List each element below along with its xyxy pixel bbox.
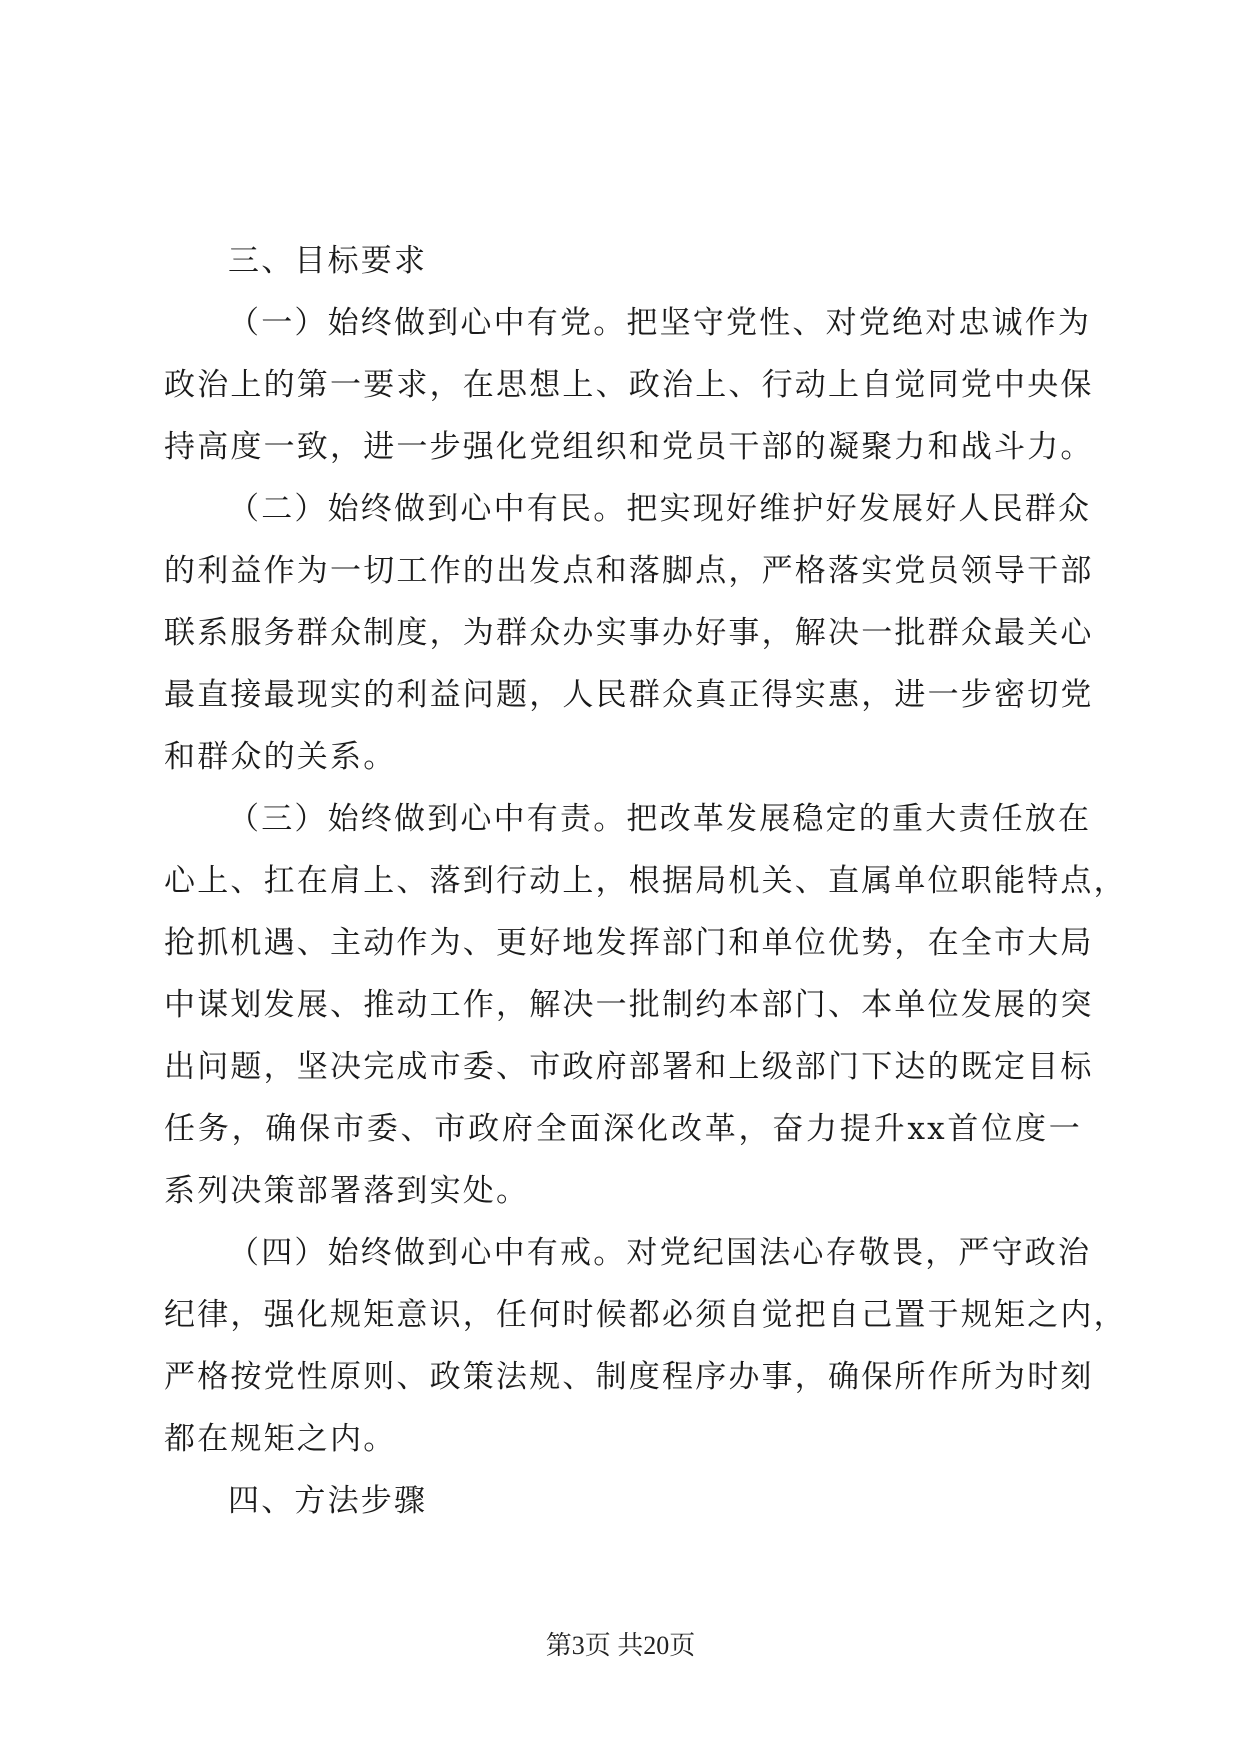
paragraph-line: 持高度一致，进一步强化党组织和党员干部的凝聚力和战斗力。 xyxy=(164,429,1094,465)
paragraph-line: 政治上的第一要求，在思想上、政治上、行动上自觉同党中央保 xyxy=(164,367,1094,403)
paragraph-line: 都在规矩之内。 xyxy=(164,1421,397,1457)
paragraph-line: 出问题，坚决完成市委、市政府部署和上级部门下达的既定目标 xyxy=(164,1049,1094,1085)
document-body xyxy=(164,230,1127,1532)
paragraph-line: 严格按党性原则、政策法规、制度程序办事，确保所作所为时刻 xyxy=(164,1359,1094,1395)
paragraph-line: 的利益作为一切工作的出发点和落脚点，严格落实党员领导干部 xyxy=(164,553,1094,589)
paragraph-line: 联系服务群众制度，为群众办实事办好事，解决一批群众最关心 xyxy=(164,615,1094,651)
section-heading: 四、方法步骤 xyxy=(228,1483,428,1519)
paragraph-line: （一）始终做到心中有党。把坚守党性、对党绝对忠诚作为 xyxy=(228,305,1092,341)
page-number-footer: 第3页 共20页 xyxy=(545,1631,696,1660)
paragraph-line: （四）始终做到心中有戒。对党纪国法心存敬畏，严守政治 xyxy=(228,1235,1092,1271)
paragraph-line: （二）始终做到心中有民。把实现好维护好发展好人民群众 xyxy=(228,491,1092,527)
paragraph-line: 最直接最现实的利益问题，人民群众真正得实惠，进一步密切党 xyxy=(164,677,1094,713)
paragraph-line: （三）始终做到心中有责。把改革发展稳定的重大责任放在 xyxy=(228,801,1092,837)
paragraph-line: 任务，确保市委、市政府全面深化改革，奋力提升xx首位度一 xyxy=(164,1111,1082,1147)
paragraph-line: 抢抓机遇、主动作为、更好地发挥部门和单位优势，在全市大局 xyxy=(164,925,1094,961)
paragraph-line: 纪律，强化规矩意识，任何时候都必须自觉把自己置于规矩之内， xyxy=(164,1297,1127,1333)
paragraph-line: 心上、扛在肩上、落到行动上，根据局机关、直属单位职能特点， xyxy=(164,863,1127,899)
paragraph-line: 系列决策部署落到实处。 xyxy=(164,1173,530,1209)
section-heading: 三、目标要求 xyxy=(228,243,428,279)
paragraph-line: 和群众的关系。 xyxy=(164,739,397,775)
paragraph-line: 中谋划发展、推动工作，解决一批制约本部门、本单位发展的突 xyxy=(164,987,1094,1023)
